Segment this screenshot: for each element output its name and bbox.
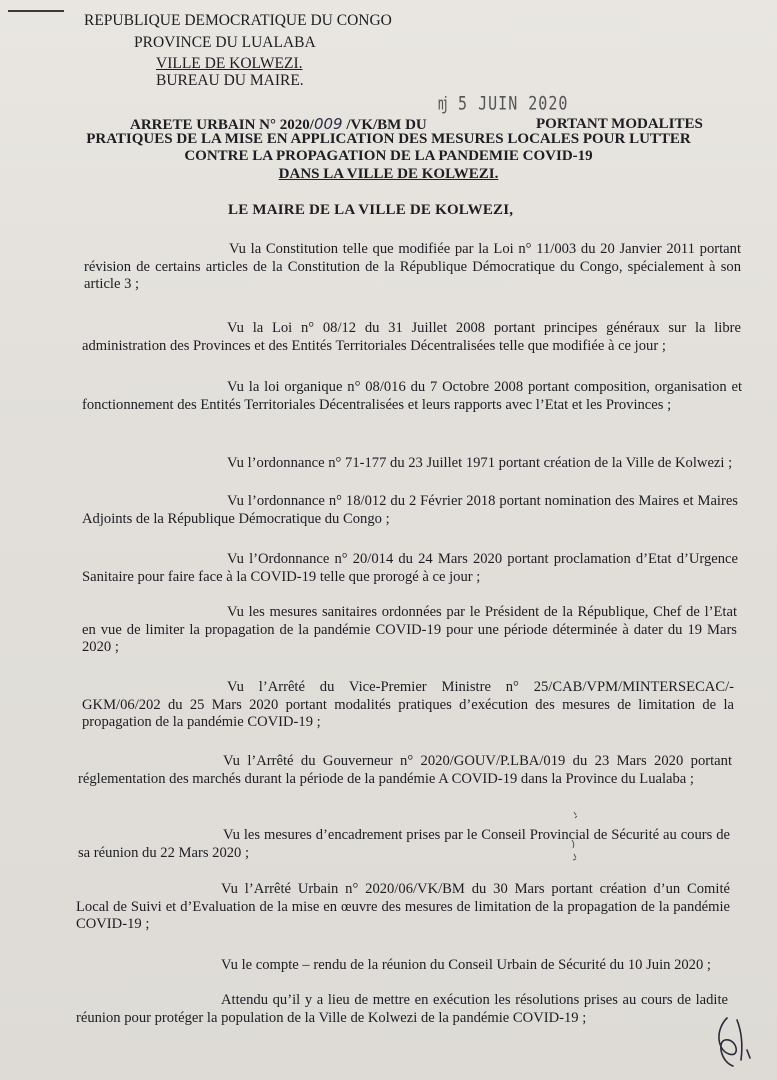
- stamp-prefix-mark: ǌ: [438, 92, 449, 115]
- letterhead-city: VILLE DE KOLWEZI.: [156, 55, 303, 72]
- letterhead-province: PROVINCE DU LUALABA: [134, 34, 316, 51]
- considerant-paragraph: Vu les mesures sanitaires ordonnées par le Président de la République, Chef de l’Etat en vue de limiter la propagation de la pandémie COVID-19 pour une période déterminée à dater du 19 Mars 2020 ;: [82, 604, 737, 655]
- considerant-paragraph: Vu l’Arrêté Urbain n° 2020/06/VK/BM du 30 Mars portant création d’un Comité Local de Suivi et d’Evaluation de la mise en œuvre des mesures de limitation de la propagation de la pandémie COVID-19 ;: [76, 881, 730, 932]
- letterhead-office: BUREAU DU MAIRE.: [156, 72, 304, 89]
- initials-signature: [707, 1010, 757, 1070]
- decree-number: ARRETE URBAIN N° 2020/009 /VK/BM DU: [130, 115, 427, 133]
- decree-title-line3: CONTRE LA PROPAGATION DE LA PANDEMIE COVID-19: [184, 148, 593, 164]
- stamp-date-text: 5 JUIN 2020: [458, 92, 569, 115]
- considerant-paragraph: Vu la loi organique n° 08/016 du 7 Octobre 2008 portant composition, organisation et fonctionnement des Entités Territoriales Décentralisées et leurs rapports avec l’Etat et les Provinces ;: [82, 379, 742, 413]
- handwritten-number: 009: [313, 115, 343, 133]
- considerant-paragraph: Vu l’ordonnance n° 71-177 du 23 Juillet 1971 portant création de la Ville de Kolwezi ;: [227, 455, 733, 471]
- considerant-paragraph: Vu la Loi n° 08/12 du 31 Juillet 2008 portant principes généraux sur la libre administration des Provinces et des Entités Territoriales Décentralisées telle que modifiée à ce jour ;: [82, 320, 741, 354]
- date-stamp: [438, 92, 568, 116]
- considerant-paragraph: Attendu qu’il y a lieu de mettre en exécution les résolutions prises au cours de ladite réunion pour protéger la population de la Ville de Kolwezi de la pandémie COVID-19 ;: [76, 992, 728, 1026]
- considerant-paragraph: Vu l’Arrêté du Vice-Premier Ministre n° 25/CAB/VPM/MINTERSECAC/- GKM/06/202 du 25 Mars 2020 portant modalités pratiques d’exécution des mesures de limitation de la propagation de la pandémie COVID-19 ;: [82, 679, 734, 730]
- decree-title-line2: PRATIQUES DE LA MISE EN APPLICATION DES MESURES LOCALES POUR LUTTER: [86, 131, 691, 147]
- considerant-paragraph: Vu l’Ordonnance n° 20/014 du 24 Mars 2020 portant proclamation d’Etat d’Urgence Sanitaire pour faire face à la COVID-19 telle que prorogé à ce jour ;: [82, 551, 739, 585]
- considerant-paragraph: Vu l’Arrêté du Gouverneur n° 2020/GOUV/P.LBA/019 du 23 Mars 2020 portant réglementation des marchés durant la période de la pandémie A COVID-19 dans la Province du Lualaba ;: [78, 753, 732, 787]
- top-rule: [8, 10, 64, 12]
- mayor-heading: LE MAIRE DE LA VILLE DE KOLWEZI,: [228, 202, 514, 218]
- decree-title-line4: DANS LA VILLE DE KOLWEZI.: [278, 166, 499, 182]
- considerant-paragraph: Vu la Constitution telle que modifiée par la Loi n° 11/003 du 20 Janvier 2011 portant révision de certains articles de la Constitution de la République Démocratique du Congo, spécialement à son article 3 ;: [84, 241, 742, 292]
- considerant-paragraph: Vu l’ordonnance n° 18/012 du 2 Février 2018 portant nomination des Maires et Maires Adjoints de la République Démocratique du Congo ;: [82, 493, 738, 527]
- considerant-paragraph: Vu les mesures d’encadrement prises par le Conseil Provincial de Sécurité au cours de sa réunion du 22 Mars 2020 ;: [78, 827, 730, 861]
- considerant-paragraph: Vu le compte – rendu de la réunion du Conseil Urbain de Sécurité du 10 Juin 2020 ;: [221, 957, 711, 973]
- decree-subject-start: PORTANT MODALITES: [536, 116, 703, 132]
- letterhead-country: REPUBLIQUE DEMOCRATIQUE DU CONGO: [84, 12, 392, 29]
- margin-marks: [568, 810, 584, 880]
